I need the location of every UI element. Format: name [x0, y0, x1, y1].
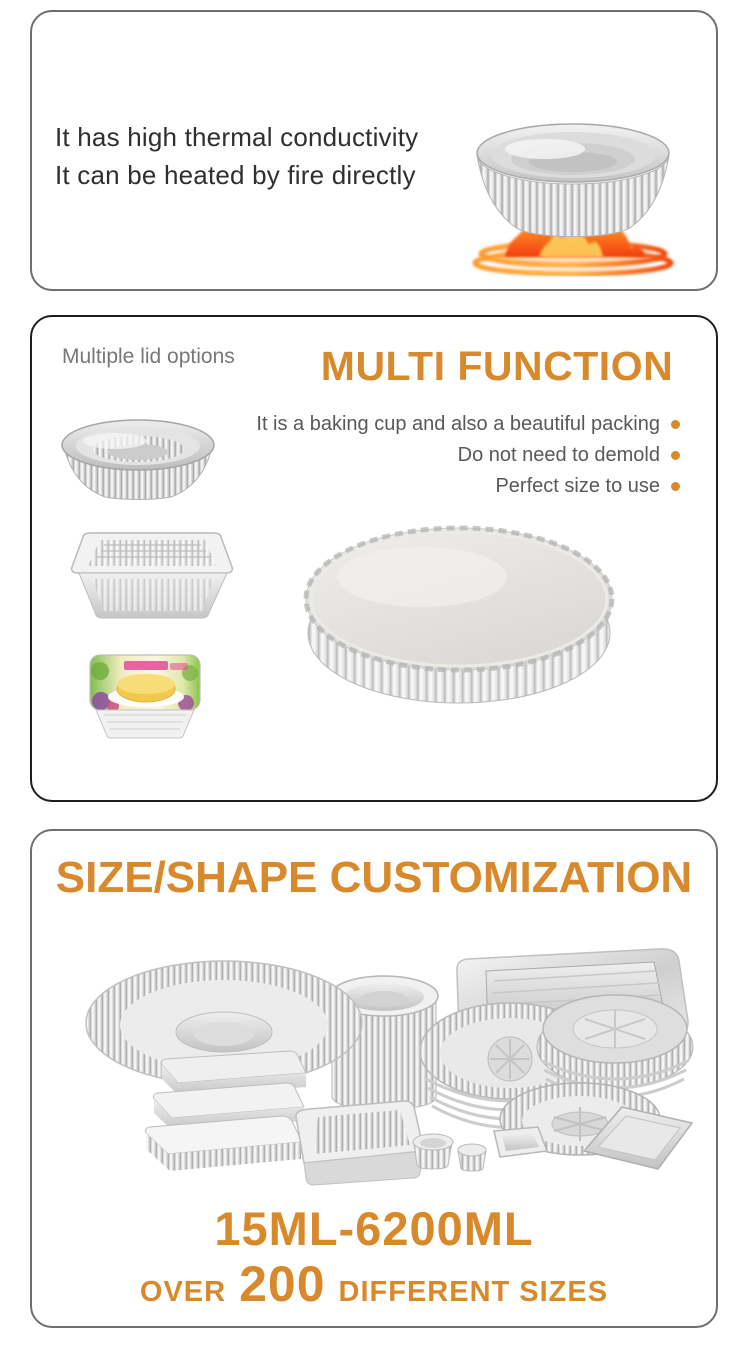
sizes-prefix: OVER	[139, 1276, 227, 1308]
thermal-line-1: It has high thermal conductivity	[55, 122, 419, 152]
thermal-line-2: It can be heated by fire directly	[55, 160, 416, 190]
foil-containers-collage-image	[74, 911, 698, 1193]
multi-function-title: MULTI FUNCTION	[320, 343, 674, 389]
round-foil-container-flat-lid-image	[294, 523, 632, 719]
rect-foil-container-clear-lid-image	[68, 527, 238, 623]
sizes-count-line	[32, 1255, 716, 1313]
size-shape-section-card	[30, 829, 718, 1328]
bullet-dot-icon	[671, 420, 680, 429]
rect-foil-container-printed-lid-image	[84, 651, 206, 741]
bullet-text: It is a baking cup and also a beautiful packing	[256, 412, 660, 435]
thermal-section-card	[30, 10, 718, 291]
capacity-range-text: 15ML-6200ML	[214, 1202, 534, 1255]
multi-function-section-card	[30, 315, 718, 802]
bullet-dot-icon	[671, 451, 680, 460]
thermal-text	[55, 118, 418, 194]
bullet-item	[256, 413, 680, 435]
bullet-item	[256, 475, 680, 497]
size-shape-title: SIZE/SHAPE CUSTOMIZATION	[55, 853, 693, 902]
bullet-text: Do not need to demold	[457, 443, 660, 466]
multi-function-bullet-list	[256, 413, 680, 506]
bullet-text: Perfect size to use	[495, 474, 660, 497]
sizes-suffix: DIFFERENT SIZES	[338, 1276, 609, 1308]
sizes-count: 200	[239, 1256, 326, 1312]
bullet-dot-icon	[671, 482, 680, 491]
round-foil-bowl-image	[57, 405, 219, 507]
bullet-item	[256, 444, 680, 466]
multiple-lid-options-label: Multiple lid options	[62, 345, 235, 368]
foil-pan-over-fire-image	[455, 105, 697, 283]
